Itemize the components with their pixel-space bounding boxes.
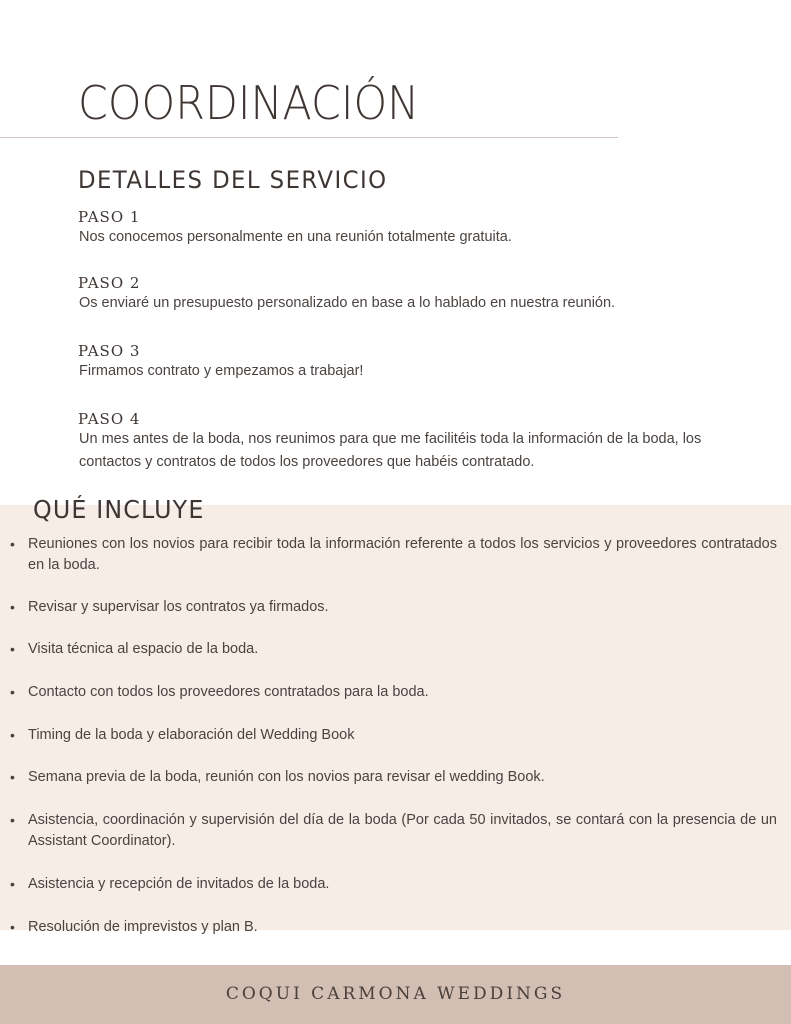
list-item-text: Asistencia, coordinación y supervisión del día de la boda (Por cada 50 invitados, se contará con la presencia de un Assistant Coordinator).: [28, 812, 777, 849]
bullet-icon: •: [10, 876, 15, 892]
list-item-text: Semana previa de la boda, reunión con los novios para revisar el wedding Book.: [28, 769, 545, 785]
list-item-text: Revisar y supervisar los contratos ya firmados.: [28, 599, 329, 615]
bullet-icon: •: [10, 769, 15, 785]
list-item-text: Reuniones con los novios para recibir toda la información referente a todos los servicios y proveedores contratados en la boda.: [28, 536, 777, 573]
step-label: PASO 3: [78, 342, 141, 360]
bullet-icon: •: [10, 536, 15, 552]
list-item: [10, 767, 777, 788]
bullet-icon: •: [10, 919, 15, 935]
page-title: COORDINACIÓN: [78, 76, 420, 130]
bullet-icon: •: [10, 599, 15, 615]
list-item: [10, 682, 777, 703]
list-item: [10, 917, 777, 938]
section-title-includes: QUÉ INCLUYE: [33, 495, 205, 524]
step-1: [78, 208, 728, 249]
bullet-icon: •: [10, 641, 15, 657]
list-item-text: Contacto con todos los proveedores contratados para la boda.: [28, 684, 429, 700]
list-item-text: Timing de la boda y elaboración del Wedding Book: [28, 727, 355, 743]
step-3: [78, 342, 728, 383]
list-item: [10, 639, 777, 660]
step-text: Os enviaré un presupuesto personalizado en base a lo hablado en nuestra reunión.: [79, 295, 616, 311]
footer: [0, 965, 791, 1024]
bullet-icon: •: [10, 727, 15, 743]
step-label: PASO 4: [78, 410, 141, 428]
step-text: Un mes antes de la boda, nos reunimos para que me facilitéis toda la información de la boda, los contactos y contratos de todos los proveedores que habéis contratado.: [79, 431, 702, 470]
list-item: [10, 597, 777, 618]
section-title-service-details: DETALLES DEL SERVICIO: [78, 166, 388, 194]
list-item: [10, 725, 777, 746]
step-2: [78, 274, 728, 315]
bullet-icon: •: [10, 812, 15, 828]
list-item: [10, 534, 777, 576]
list-item: [10, 810, 777, 852]
title-divider: [0, 137, 618, 138]
step-text: Nos conocemos personalmente en una reunión totalmente gratuita.: [79, 229, 512, 245]
list-item-text: Resolución de imprevistos y plan B.: [28, 919, 258, 935]
step-label: PASO 2: [78, 274, 141, 292]
list-item-text: Visita técnica al espacio de la boda.: [28, 641, 259, 657]
bullet-icon: •: [10, 684, 15, 700]
list-item-text: Asistencia y recepción de invitados de la boda.: [28, 876, 330, 892]
step-4: [78, 410, 718, 474]
list-item: [10, 874, 777, 895]
step-text: Firmamos contrato y empezamos a trabajar!: [79, 363, 364, 379]
footer-brand: COQUI CARMONA WEDDINGS: [225, 984, 566, 1004]
step-label: PASO 1: [78, 208, 141, 226]
